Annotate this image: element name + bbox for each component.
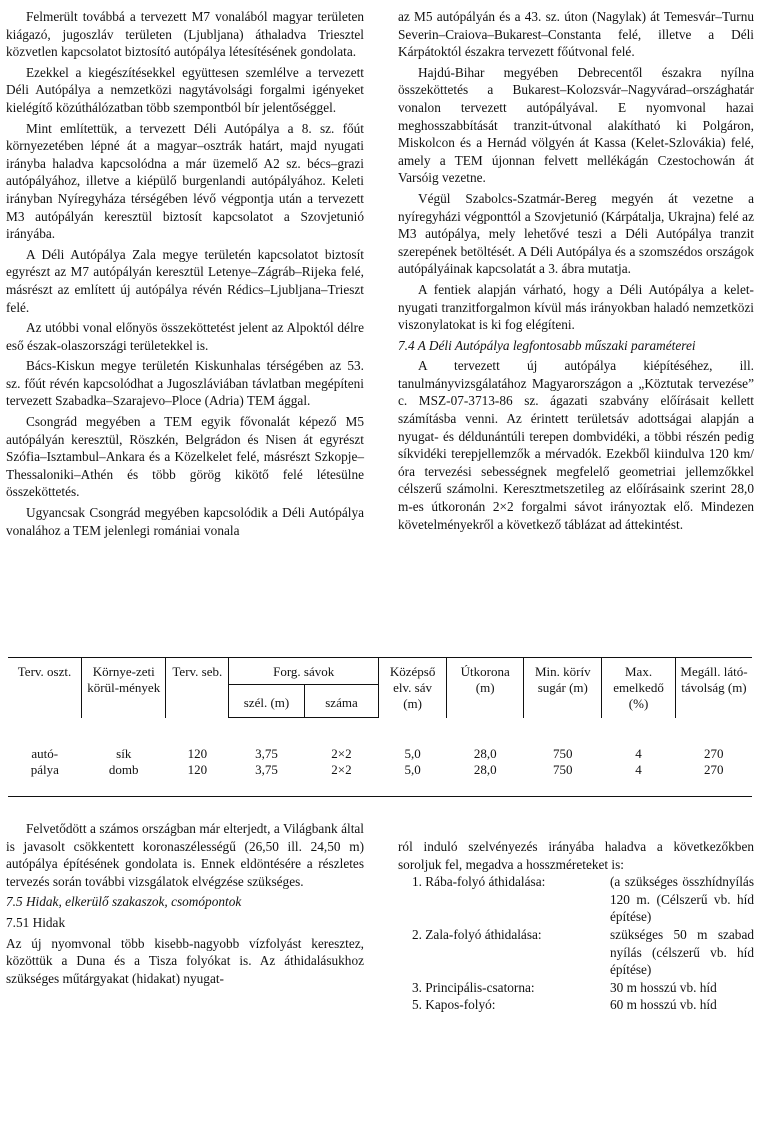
paragraph: A Déli Autópálya Zala megye területén kapcsolatot biztosít egyrészt az M7 autópályán keresztül Letenye–Zágráb–Rijeka felé, másrészt az említett új autópálya révén Rédics–Ljubljana–Trieszt felé. (6, 246, 364, 315)
header-forg-savok: Forg. sávok (229, 658, 379, 685)
cell: 28,0 (473, 762, 497, 777)
cell: 120 (187, 745, 208, 761)
paragraph: Az utóbbi vonal előnyös összeköttetést jelent az Alpoktól délre eső észak-olaszországi területekkel is. (6, 320, 364, 353)
cell: 3,75 (255, 762, 278, 777)
list-item-desc: 30 m hosszú vb. híd (610, 979, 717, 995)
paragraph: Végül Szabolcs-Szatmár-Bereg megyén át vezetne a nyíregyházi végponttól a Szovjetunió (Kárpátalja, Ukrajna) felé az M3 autópálya, mely lehetővé teszi a Déli Autópálya tranzit szerepének betöltését. A Déli Autópálya és a szomszédos országok autópályáinak kapcsolatát a 3. ábra mutatja. (398, 190, 754, 277)
list-item-desc: (a szükséges összhídnyílás 120 m. (Célszerű vb. híd építése) (610, 874, 754, 925)
header-terv-seb: Terv. seb. (166, 658, 229, 718)
paragraph: A fentiek alapján várható, hogy a Déli Autópálya a kelet-nyugati tranzitforgalmon kívül más irányokban haladó nemzetközi viszonylatokat is ki fog elégíteni. (398, 281, 754, 333)
cell: pálya (30, 762, 59, 777)
header-kozepso: Középső elv. sáv (m) (379, 658, 447, 718)
cell: 5,0 (404, 745, 421, 761)
cell: sík (116, 745, 132, 761)
cell: 4 (635, 762, 642, 777)
right-column (398, 8, 754, 536)
cell: 2×2 (331, 762, 352, 777)
bottom-left-column (6, 820, 364, 990)
bottom-right-column (398, 838, 754, 1014)
header-terv-oszt: Terv. oszt. (8, 658, 82, 718)
paragraph: ról induló szelvényezés irányába haladva a következőkben soroljuk fel, megadva a hosszméreteket is: (398, 839, 754, 872)
cell: 28,0 (473, 745, 497, 761)
header-megall-latotav: Megáll. látó-távolság (m) (680, 664, 748, 695)
list-item-label: 3. Principális-csatorna: (412, 979, 535, 995)
table-row (8, 762, 752, 797)
paragraph: Felvetődött a számos országban már elterjedt, a Világbank által is javasolt csökkentett koronaszélességű (26,50 ill. 24,50 m) autópálya építésének gondolata is. Ennek eldöntésére a részletes tervezés során további vizsgálatok elvégzése szükséges. (6, 821, 364, 889)
header-utkorona: Útkorona (m) (447, 658, 524, 718)
list-item-label: 2. Zala-folyó áthidalása: (412, 926, 542, 942)
header-max-emelkedo: Max. emelkedő (%) (602, 658, 676, 718)
paragraph: Ugyancsak Csongrád megyében kapcsolódik a Déli Autópálya vonalához a TEM jelenlegi romániai vonala (6, 505, 364, 538)
bridge-list (398, 873, 754, 1014)
cell: 270 (703, 762, 724, 777)
cell: 4 (635, 745, 642, 761)
cell: 120 (187, 762, 208, 777)
list-item-desc: szükséges 50 m szabad nyílás (célszerű vb. híd építése) (610, 926, 754, 978)
cell: 750 (553, 762, 573, 777)
cell: 750 (553, 745, 573, 761)
header-min-koriv: Min. körív sugár (m) (524, 658, 602, 718)
table-row (8, 718, 752, 763)
header-szel: szél. (m) (229, 685, 305, 718)
paragraph: Ezekkel a kiegészítésekkel együttesen szemlélve a tervezett Déli Autópálya a nemzetközi nagytávolsági forgalmi igényeket kielégítő közúthálózatban több szempontból bír jelentőséggel. (6, 64, 364, 115)
header-szama: száma (304, 685, 378, 718)
paragraph: Mint említettük, a tervezett Déli Autópálya a 8. sz. főút környezetében lépné át a magyar–osztrák határt, majd nyugati irányba haladva kapcsolódna a már üzemelő A2 sz. bécs–grazi autópályához, illetve a kiépülő burgenlandi autópályához. Keleti irányban Nyíregyháza térségében lévő végpontja után a tervezett M3 autópályán keresztül biztosít kapcsolatot a Szovjetunió irányába. (6, 120, 364, 242)
section-heading-7-51: 7.51 Hidak (6, 914, 66, 930)
paragraph: az M5 autópályán és a 43. sz. úton (Nagylak) át Temesvár–Turnu Severin–Craiova–Bukarest–Constanta felé, illetve a Déli Kárpátoktól északra tervezett főútvonal felé. (398, 9, 754, 60)
list-item-label: 1. Rába-folyó áthidalása: (412, 874, 546, 890)
cell: 270 (703, 745, 724, 761)
list-item-label: 5. Kapos-folyó: (412, 997, 496, 1013)
cell: domb (108, 762, 139, 777)
cell: 3,75 (255, 746, 278, 761)
paragraph: Hajdú-Bihar megyében Debrecentől északra nyílna összeköttetés a Bukarest–Kolozsvár–Nagyvárad–országhatár vonalon tervezett autópályával. E nyomvonal hazai meghosszabbítását tranzit-útvonal alakítható ki Polgáron, Miskolcon és a Hernád völgyén át Kassa (Kelet-Szlovákia) felé, amely a TEM újonnan felvett mellékágán Czestochowán át Varsóig vezetne. (398, 64, 754, 186)
parameters-table (8, 657, 752, 797)
cell: autó- (31, 745, 59, 761)
paragraph: Felmerült továbbá a tervezett M7 vonalából magyar területen kiágazó, jugoszláv területen (Ljubljana) áthaladva Triesztel közvetlen kapcsolatot biztosító autópálya létesítésének gondolata. (6, 9, 364, 60)
section-heading-7-4: 7.4 A Déli Autópálya legfontosabb műszaki paraméterei (398, 337, 696, 353)
paragraph: Bács-Kiskun megye területén Kiskunhalas térségében az 53. sz. főút révén kapcsolódhat a Jugoszláviában távlatban megépíteni tervezett Szabadka–Szarajevo–Ploce (Adria) TEM ággal. (6, 358, 364, 409)
section-heading-7-5: 7.5 Hidak, elkerülő szakaszok, csomópontok (6, 894, 242, 910)
paragraph: A tervezett új autópálya kiépítéséhez, ill. tanulmányvizsgálatához Magyarországon a „Köztutak tervezése” c. MSZ-07-3713-86 sz. ágazati szabvány előírásait kellett számításba venni. Az érintett területsáv adottságai alapján a nyugat- és déldunántúli terepen dombvidéki, a többi részén pedig síkvidéki terepjellemzők a mérvadók. Ezekből kiindulva 120 km/óra tervezési sebességnek megfelelő geometriai jellemzőkkel célszerű számolni. Keresztmetszetileg az előírásaink szerint 28,0 m-es útkoronán 2×2 forgalmi sávot irányoztak elő. Mindezen követelményekről a következő táblázat ad áttekintést. (398, 358, 754, 532)
paragraph: Csongrád megyében a TEM egyik fővonalát képező M5 autópályán keresztül, Röszkén, Belgrádon és Nisen át egyrészt Szófia–Isztambul–Ankara és a Közelkelet felé, másrészt Szkopje–Thessaloniki–Athén és több görög kikötő felé létesülne összeköttetés. (6, 414, 364, 500)
list-item-desc: 60 m hosszú vb. híd (610, 997, 717, 1013)
cell: 5,0 (404, 762, 421, 777)
paragraph: Az új nyomvonal több kisebb-nagyobb vízfolyást keresztez, közöttük a Duna és a Tisza folyókat is. Az áthidalásukhoz szükséges műtárgyakat (hidakat) nyugat- (6, 935, 364, 986)
header-kornyezeti: Környe-zeti körül-mények (82, 658, 166, 718)
left-column (6, 8, 364, 542)
cell: 2×2 (331, 746, 352, 761)
